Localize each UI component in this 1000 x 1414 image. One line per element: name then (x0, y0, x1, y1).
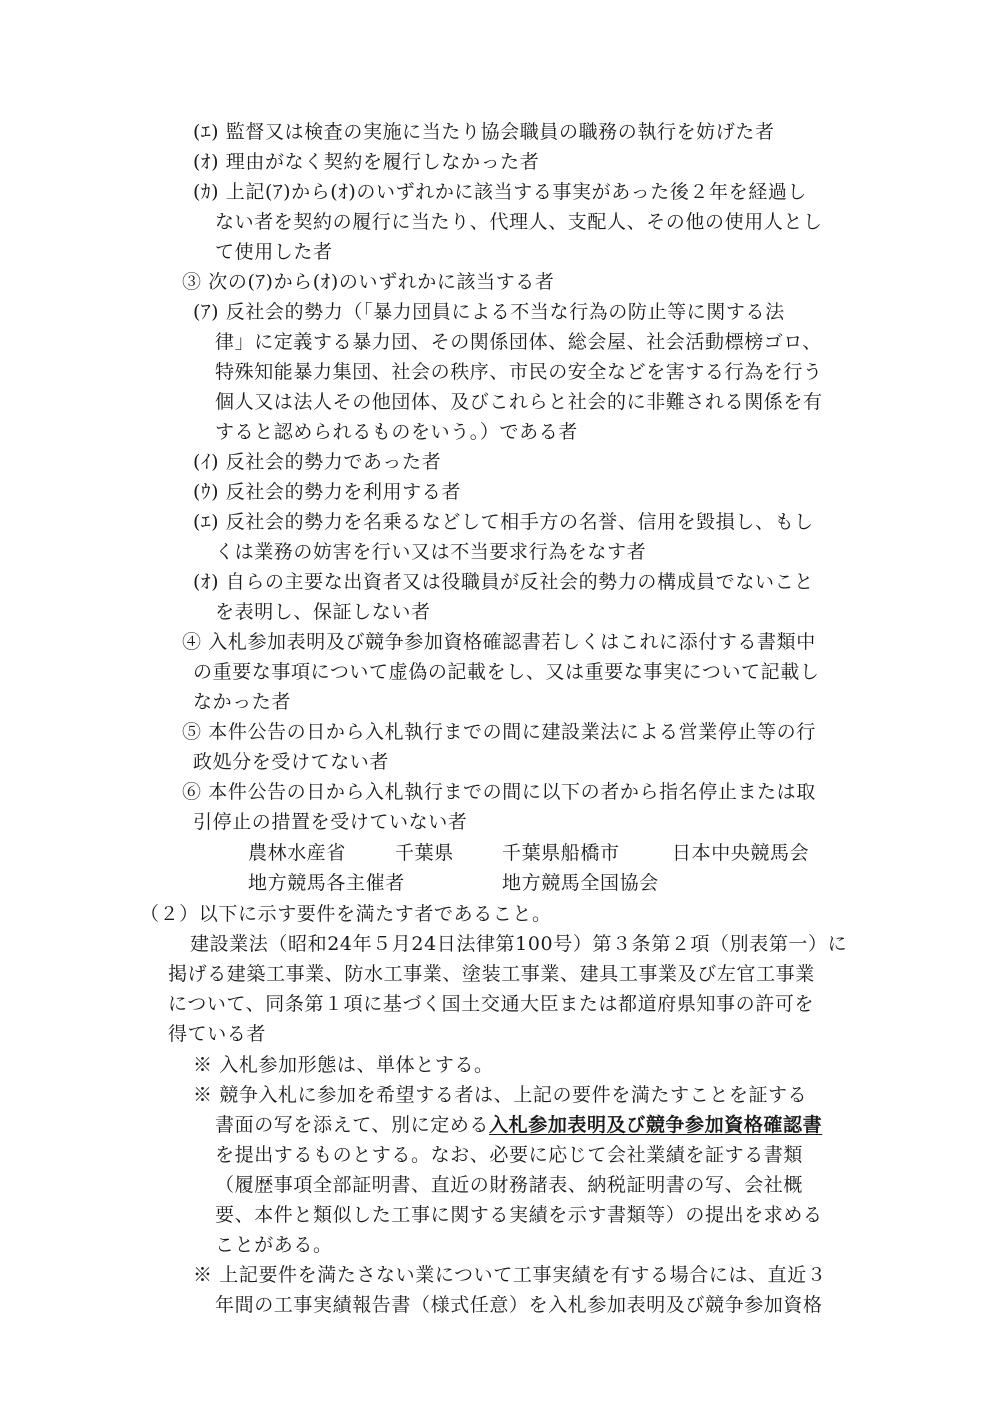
item-e2-line2: くは業務の妨害を行い又は不当要求行為をなす者 (215, 541, 647, 563)
item-5-line1: ⑤ 本件公告の日から入札執行までの間に建設業法による営業停止等の行 (182, 721, 816, 743)
org-nar: 地方競馬全国協会 (502, 872, 659, 894)
section-2-para-line4: 得ている者 (168, 1023, 267, 1045)
item-ka-line2: ない者を契約の履行に当たり、代理人、支配人、その他の使用人とし (215, 211, 823, 233)
item-o2-line2: を表明し、保証しない者 (215, 601, 431, 623)
section-2-para-line3: について、同条第１項に基づく国土交通大臣または都道府県知事の許可を (168, 993, 815, 1015)
item-a-line1: (ｱ) 反社会的勢力（「暴力団員による不当な行為の防止等に関する法 (193, 301, 785, 323)
org-local-hosts: 地方競馬各主催者 (248, 872, 405, 894)
item-ka-line3: て使用した者 (215, 241, 333, 263)
note-2-line6: ことがある。 (215, 1234, 333, 1256)
item-6-line2: 引停止の措置を受けていない者 (193, 811, 468, 833)
item-4-line2: の重要な事項について虚偽の記載をし、又は重要な事実について記載し (193, 661, 820, 683)
section-2-para-line1: 建設業法（昭和24年５月24日法律第100号）第３条第２項（別表第一）に (190, 933, 848, 955)
item-o2-line1: (ｵ) 自らの主要な出資者又は役職員が反社会的勢力の構成員でないこと (193, 571, 814, 593)
section-2-heading: （２）以下に示す要件を満たす者であること。 (140, 903, 552, 925)
item-a-line4: 個人又は法人その他団体、及びこれらと社会的に非難される関係を有 (215, 391, 823, 413)
org-jra: 日本中央競馬会 (672, 842, 810, 864)
item-4-line3: なかった者 (193, 691, 292, 713)
note-2-line2 (215, 1110, 822, 1140)
item-o-line: (ｵ) 理由がなく契約を履行しなかった者 (193, 151, 540, 173)
item-u-line: (ｳ) 反社会的勢力を利用する者 (193, 481, 461, 503)
form-name-underlined: 入札参加表明及び競争参加資格確認書 (489, 1114, 823, 1136)
item-a-line5: すると認められるものをいう。）である者 (215, 421, 578, 443)
item-5-line2: 政処分を受けてない者 (193, 751, 390, 773)
item-6-line1: ⑥ 本件公告の日から入札執行までの間に以下の者から指名停止または取 (182, 781, 816, 803)
note-1: ※ 入札参加形態は、単体とする。 (193, 1054, 494, 1076)
item-ka-line1: (ｶ) 上記(ｱ)から(ｵ)のいずれかに該当する事実があった後２年を経過し (193, 181, 808, 203)
note-3-line2: 年間の工事実績報告書（様式任意）を入札参加表明及び競争参加資格 (215, 1294, 823, 1316)
note-3-line1: ※ 上記要件を満たさない業について工事実績を有する場合には、直近３ (193, 1264, 827, 1286)
item-a-line2: 律」に定義する暴力団、その関係団体、総会屋、社会活動標榜ゴロ、 (215, 331, 822, 353)
note-2-line4: （履歴事項全部証明書、直近の財務諸表、納税証明書の写、会社概 (215, 1174, 804, 1196)
section-2-para-line2: 掲げる建築工事業、防水工事業、塗装工事業、建具工事業及び左官工事業 (168, 963, 815, 985)
org-funabashi: 千葉県船橋市 (502, 842, 620, 864)
item-a-line3: 特殊知能暴力集団、社会の秩序、市民の安全などを害する行為を行う (215, 361, 823, 383)
item-3-line: ③ 次の(ｱ)から(ｵ)のいずれかに該当する者 (182, 271, 555, 293)
item-e-line: (ｴ) 監督又は検査の実施に当たり協会職員の職務の執行を妨げた者 (193, 121, 775, 143)
item-4-line1: ④ 入札参加表明及び競争参加資格確認書若しくはこれに添付する書類中 (182, 631, 816, 653)
note-2-line5: 要、本件と類似した工事に関する実績を示す書類等）の提出を求める (215, 1204, 823, 1226)
item-i-line: (ｲ) 反社会的勢力であった者 (193, 451, 442, 473)
note-2-line2-pre: 書面の写を添えて、別に定める (215, 1114, 490, 1136)
note-2-line3: を提出するものとする。なお、必要に応じて会社業績を証する書類 (215, 1144, 804, 1166)
item-e2-line1: (ｴ) 反社会的勢力を名乗るなどして相手方の名誉、信用を毀損し、もし (193, 511, 814, 533)
note-2-line1: ※ 競争入札に参加を希望する者は、上記の要件を満たすことを証する (193, 1084, 808, 1106)
org-chiba-pref: 千葉県 (395, 842, 454, 864)
org-maff: 農林水産省 (248, 842, 347, 864)
